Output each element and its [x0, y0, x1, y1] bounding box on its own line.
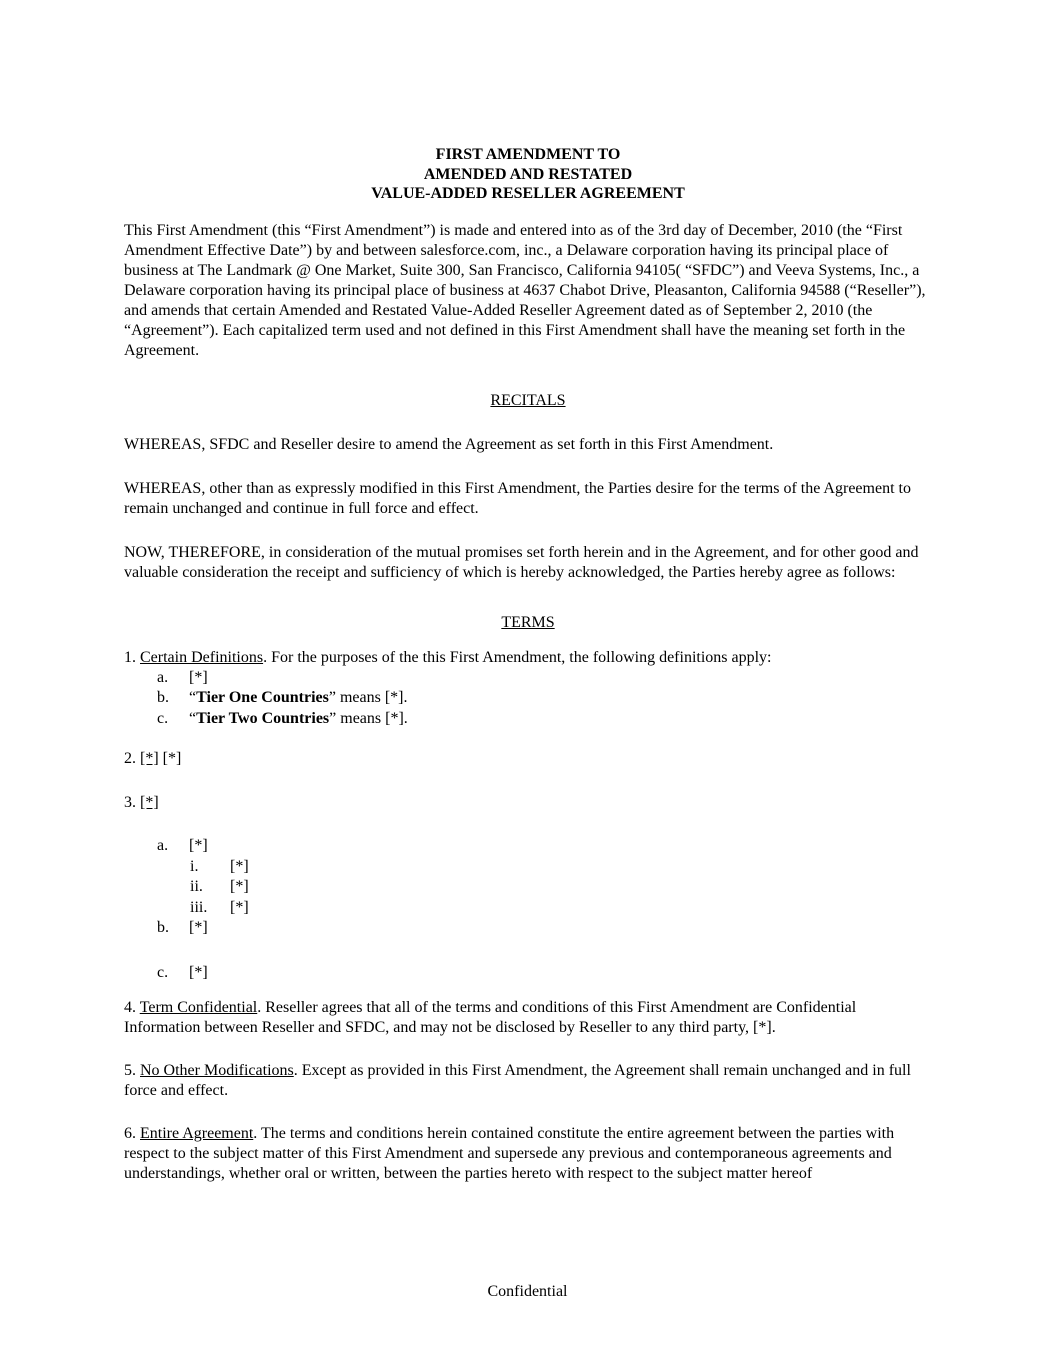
- section-6: [124, 1124, 932, 1184]
- title-line-1: FIRST AMENDMENT TO: [435, 146, 621, 163]
- section-6-number: 6.: [124, 1125, 140, 1142]
- definition-label: b.: [157, 689, 169, 706]
- section-6-title: Entire Agreement: [140, 1125, 254, 1142]
- definition-text: “Tier One Countries” means [*].: [189, 689, 408, 706]
- section-2-text: [*]: [158, 750, 182, 767]
- section-3-heading: [124, 793, 932, 813]
- title-line-2: AMENDED AND RESTATED: [423, 165, 633, 183]
- subitem-text: [*]: [230, 857, 249, 875]
- section-3-title: [*]: [140, 794, 159, 811]
- section-3-subitem-iii: [124, 898, 932, 919]
- section-3-subitem-ii: [124, 877, 932, 898]
- definition-item-c: [124, 709, 932, 730]
- section-1-title: Certain Definitions: [140, 648, 264, 666]
- section-1-heading: [124, 648, 932, 668]
- document-body: [124, 145, 932, 1184]
- recitals-heading: RECITALS: [490, 391, 566, 409]
- section-3-item-c: [124, 963, 932, 984]
- section-1-text: . For the purposes of the this First Amendment, the following definitions apply:: [263, 648, 772, 666]
- item-text: [*]: [189, 963, 208, 981]
- section-4: [124, 998, 932, 1038]
- section-4-text: . Reseller agrees that all of the terms and conditions of this First Amendment are Confidential Information between Reseller and SFDC, and may not be disclosed by Reseller to any third party, [*].: [124, 999, 857, 1036]
- section-3-item-a: [124, 836, 932, 857]
- definition-item-b: [124, 688, 932, 709]
- defined-term: Tier Two Countries: [196, 709, 330, 727]
- page-footer: Confidential: [487, 1283, 568, 1300]
- section-2-title: [*]: [140, 750, 159, 767]
- section-5-number: 5.: [124, 1062, 140, 1079]
- whereas-paragraph-1: WHEREAS, SFDC and Reseller desire to amend the Agreement as set forth in this First Amendment.: [124, 435, 774, 453]
- section-2-number: 2.: [124, 750, 140, 767]
- section-3-item-b: [124, 918, 932, 939]
- section-5-title: No Other Modifications: [140, 1062, 294, 1079]
- terms-heading: TERMS: [501, 613, 555, 631]
- section-4-title: Term Confidential: [139, 999, 258, 1016]
- definition-item-a: [124, 668, 932, 689]
- definition-text: [*]: [189, 668, 208, 686]
- subitem-label: i.: [190, 857, 199, 875]
- subitem-text: [*]: [230, 898, 249, 916]
- document-title: [124, 145, 932, 204]
- section-5-text: . Except as provided in this First Amendment, the Agreement shall remain unchanged and in full force and effect.: [124, 1062, 911, 1099]
- subitem-label: iii.: [190, 898, 208, 916]
- definition-text: “Tier Two Countries” means [*].: [189, 709, 408, 727]
- section-3-list: [124, 836, 932, 983]
- section-2: [124, 749, 932, 769]
- section-1-number: 1.: [124, 648, 140, 666]
- intro-paragraph: This First Amendment (this “First Amendment”) is made and entered into as of the 3rd day of December, 2010 (the “First Amendment Effective Date”) by and between salesforce.com, inc., a Delaware corporation having its principal place of business at The Landmark @ One Market, Suite 300, San Francisco, California 94105( “SFDC”) and Veeva Systems, Inc., a Delaware corporation having its principal place of business at 4637 Chabot Drive, Pleasanton, California 94588 (“Reseller”), and amends that certain Amended and Restated Value-Added Reseller Agreement dated as of September 2, 2010 (the “Agreement”). Each capitalized term used and not defined in this First Amendment shall have the meaning set forth in the Agreement.: [124, 221, 926, 359]
- defined-term: Tier One Countries: [196, 689, 329, 706]
- section-3-number: 3.: [124, 794, 140, 811]
- title-line-3: VALUE-ADDED RESELLER AGREEMENT: [371, 185, 685, 202]
- subitem-text: [*]: [230, 878, 249, 895]
- item-label: c.: [157, 963, 169, 981]
- subitem-label: ii.: [190, 878, 203, 895]
- item-text: [*]: [189, 837, 208, 854]
- section-4-number: 4.: [124, 999, 140, 1016]
- item-text: [*]: [189, 919, 208, 936]
- definition-label: a.: [157, 668, 169, 686]
- section-6-text: . The terms and conditions herein contained constitute the entire agreement between the parties with respect to the subject matter of this First Amendment and supersede any previous and contemporaneous agreements and understandings, whether oral or written, between the parties hereto with respect to the subject matter hereof: [124, 1125, 895, 1182]
- now-therefore-paragraph: NOW, THEREFORE, in consideration of the mutual promises set forth herein and in the Agreement, and for other good and valuable consideration the receipt and sufficiency of which is hereby acknowledged, the Parties hereby agree as follows:: [124, 543, 919, 581]
- item-label: b.: [157, 919, 169, 936]
- item-label: a.: [157, 837, 169, 854]
- definition-label: c.: [157, 709, 169, 727]
- section-5: [124, 1061, 932, 1101]
- section-3-subitem-i: [124, 857, 932, 878]
- whereas-paragraph-2: WHEREAS, other than as expressly modified in this First Amendment, the Parties desire for the terms of the Agreement to remain unchanged and continue in full force and effect.: [124, 479, 911, 517]
- section-1: [124, 648, 932, 730]
